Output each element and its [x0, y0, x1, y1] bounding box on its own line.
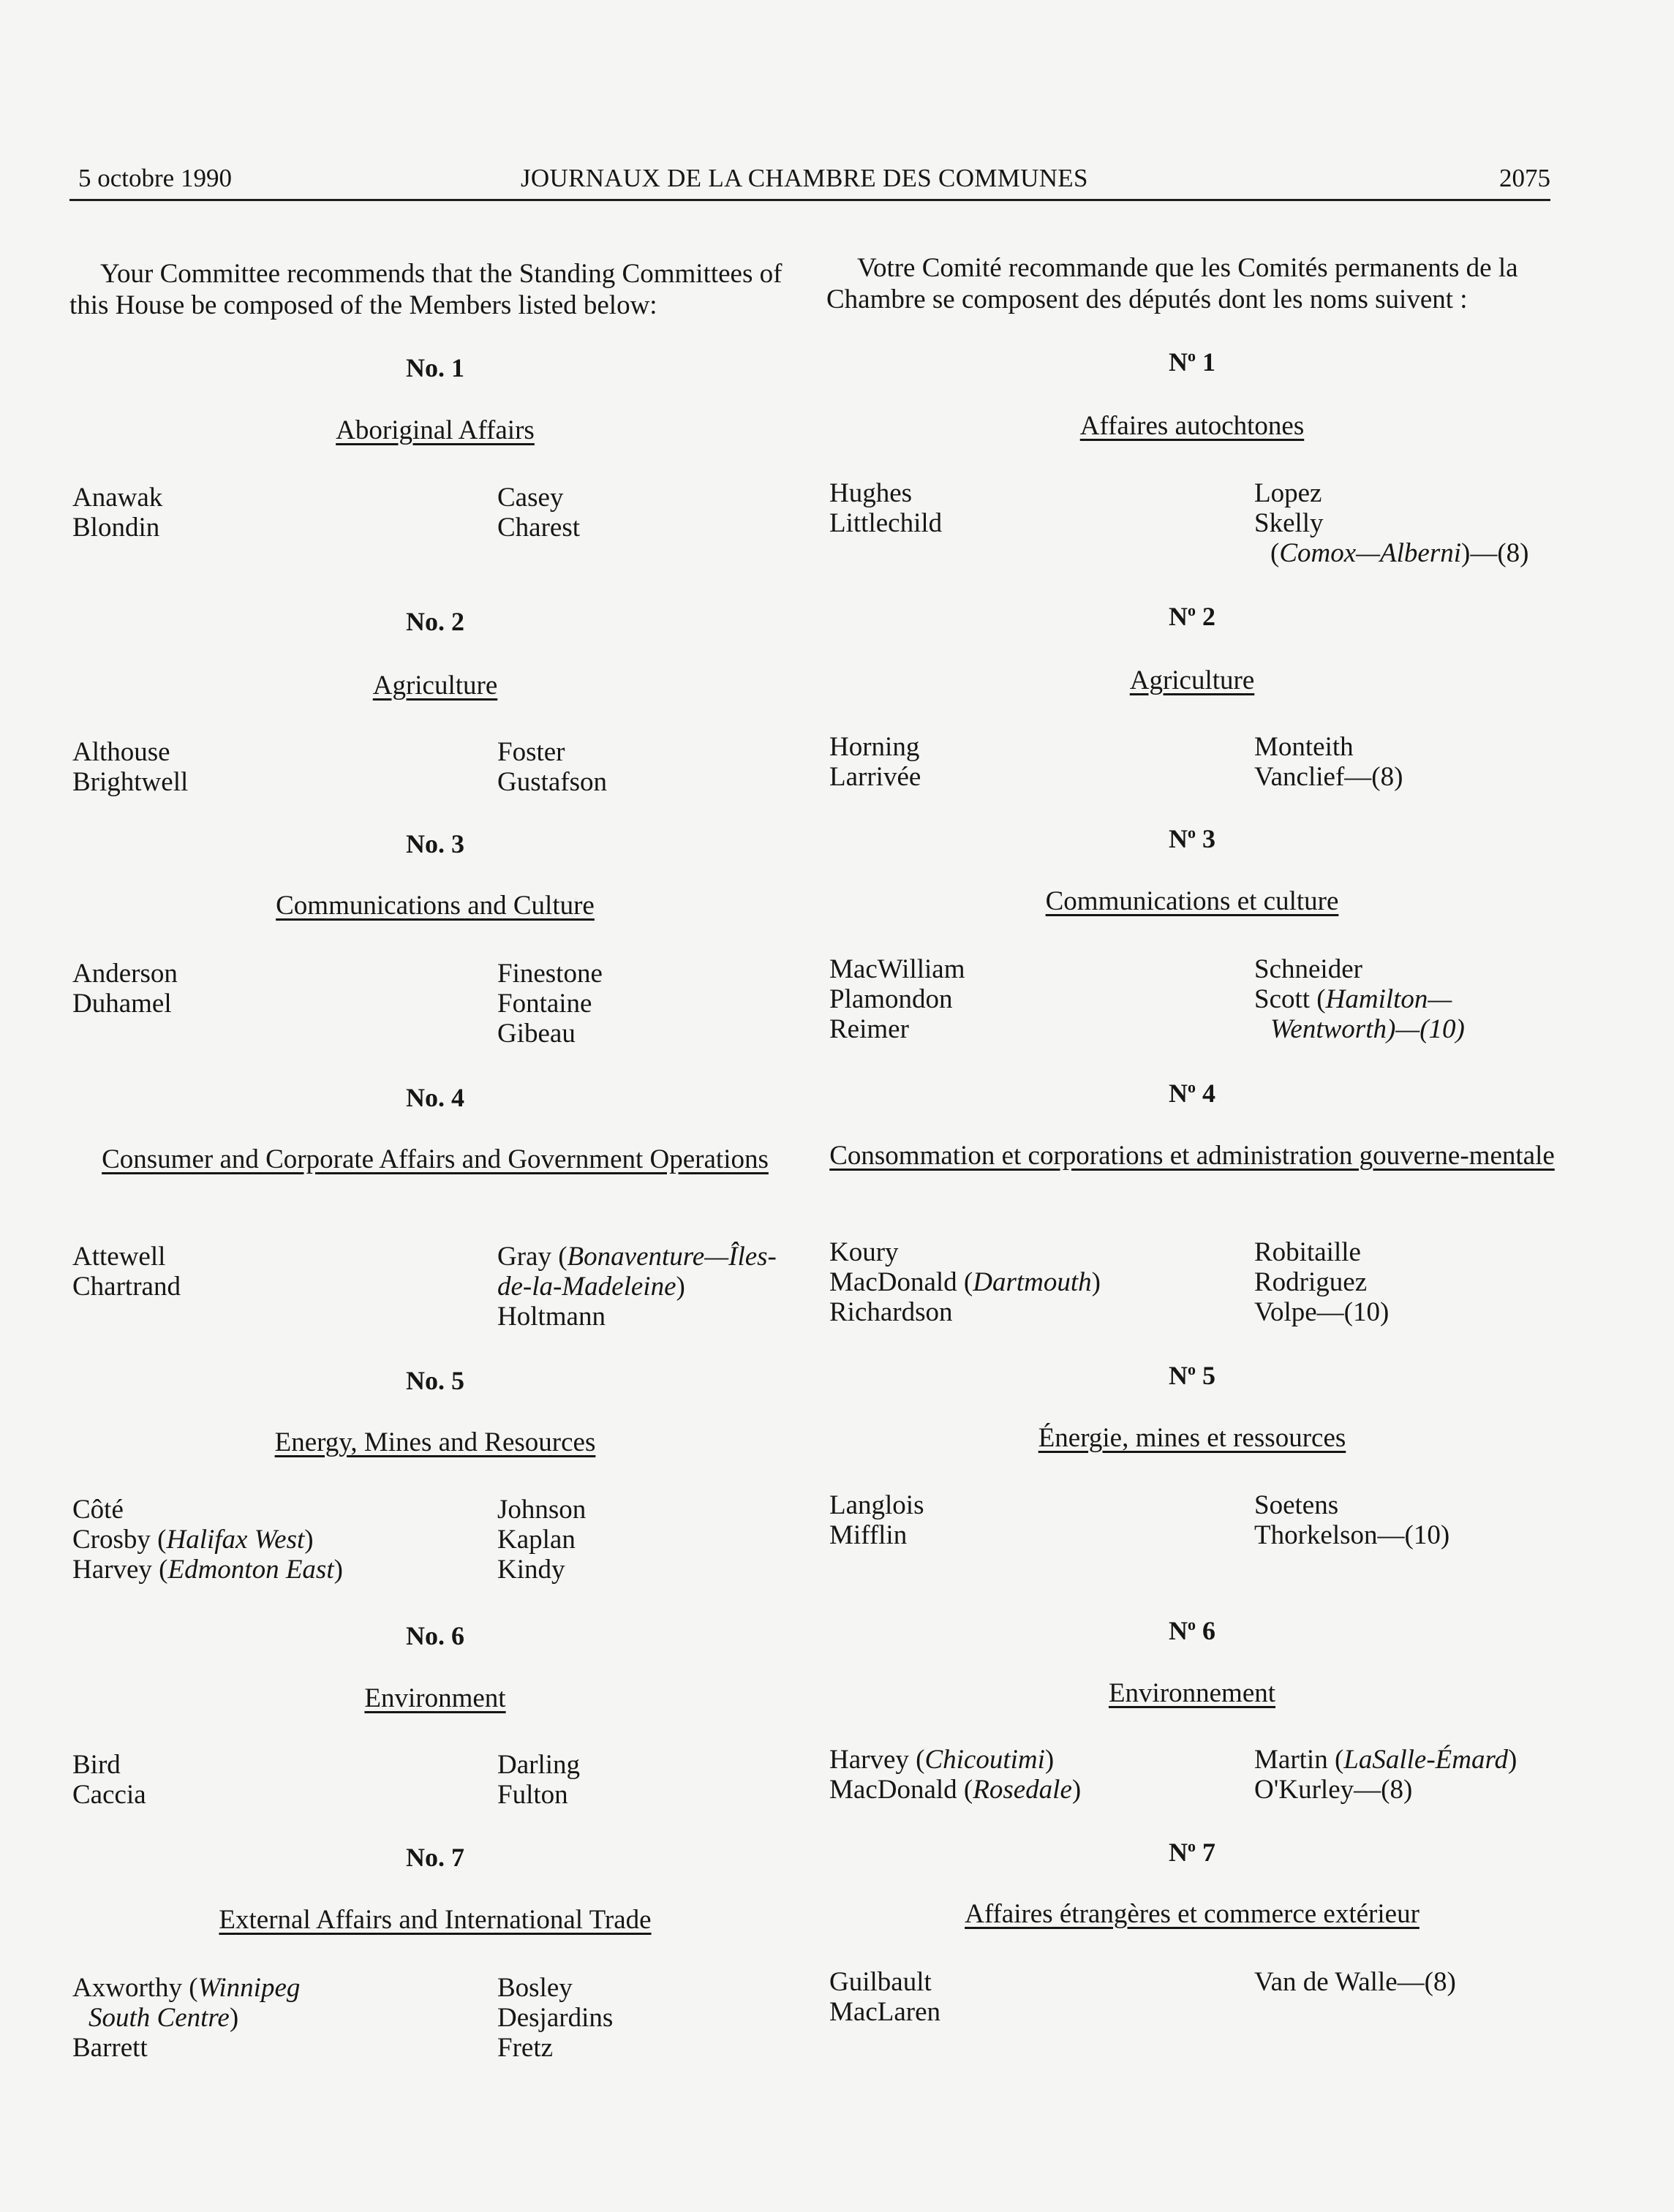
intro-french: Votre Comité recommande que les Comités permanents de la Chambre se composent des députés dont les noms suivent : [826, 253, 1518, 314]
member-name: Wentworth)—(10) [1270, 1014, 1465, 1044]
committee-number: No. 1 [406, 353, 464, 382]
member-name: Caccia [72, 1780, 146, 1810]
member-name: Blondin [72, 513, 160, 543]
committee-number: No. 3 [406, 829, 464, 858]
member-name: Martin (LaSalle-Émard) [1254, 1745, 1517, 1775]
member-name: Bosley [497, 1973, 573, 2003]
member-name: de-la-Madeleine) [497, 1272, 685, 1302]
member-name: Anderson [72, 959, 178, 989]
member-name: MacDonald (Rosedale) [829, 1775, 1082, 1805]
committee-title: Consommation et corporations et administration gouverne-mentale [829, 1141, 1555, 1171]
committee-number: No. 4 [406, 1083, 464, 1112]
committee-number: $N^o$ 6 [1169, 1615, 1215, 1645]
member-name: Van de Walle—(8) [1254, 1967, 1456, 1997]
member-name: O'Kurley—(8) [1254, 1775, 1413, 1805]
committee-number: No. 7 [406, 1843, 464, 1872]
member-name: Richardson [829, 1297, 953, 1327]
header-title: JOURNAUX DE LA CHAMBRE DES COMMUNES [521, 164, 1088, 192]
committee-number: $N^o$ 1 [1169, 347, 1215, 377]
committee-title: Communications et culture [1045, 886, 1339, 916]
member-name: Koury [829, 1237, 899, 1267]
member-name: Lopez [1254, 478, 1322, 508]
member-name: Thorkelson—(10) [1254, 1520, 1450, 1550]
page-header [69, 158, 1550, 201]
committee-number: No. 5 [406, 1366, 464, 1395]
member-name: Chartrand [72, 1272, 181, 1302]
member-name: Harvey (Chicoutimi) [829, 1745, 1055, 1775]
member-name: Althouse [72, 737, 170, 767]
member-name: Anawak [72, 483, 163, 513]
member-name: (Comox—Alberni)—(8) [1270, 538, 1529, 568]
member-name: Gray (Bonaventure—Îles- [497, 1242, 777, 1272]
member-name: Plamondon [829, 984, 953, 1014]
committee-title: Agriculture [372, 671, 498, 701]
header-date: 5 octobre 1990 [78, 164, 232, 192]
member-name: Darling [497, 1750, 581, 1780]
committee-title: Energy, Mines and Resources [274, 1427, 596, 1457]
member-name: MacWilliam [829, 954, 965, 984]
member-name: Rodriguez [1254, 1267, 1368, 1297]
member-name: Soetens [1254, 1490, 1339, 1520]
member-name: Robitaille [1254, 1237, 1361, 1267]
member-name: Fulton [497, 1780, 568, 1810]
member-name: Crosby (Halifax West) [72, 1525, 314, 1555]
member-name: Finestone [497, 959, 603, 989]
member-name: South Centre) [88, 2003, 239, 2033]
member-name: Desjardins [497, 2003, 614, 2033]
member-name: Axworthy (Winnipeg [72, 1973, 301, 2003]
member-name: Langlois [829, 1490, 924, 1520]
member-name: Larrivée [829, 762, 921, 792]
member-name: Côté [72, 1495, 124, 1525]
member-name: Foster [497, 737, 565, 767]
committee-number: $N^o$ 2 [1169, 601, 1215, 631]
committee-number: $N^o$ 4 [1169, 1078, 1215, 1108]
committee-title: Environnement [1108, 1678, 1276, 1708]
member-name: Kaplan [497, 1525, 576, 1555]
committee-number: $N^o$ 3 [1169, 823, 1215, 853]
member-name: Skelly [1254, 508, 1324, 538]
member-name: Charest [497, 513, 581, 543]
committee-number: $N^o$ 5 [1169, 1360, 1215, 1390]
member-name: Barrett [72, 2033, 148, 2063]
member-name: Brightwell [72, 767, 189, 797]
member-name: Vanclief—(8) [1254, 762, 1403, 792]
member-name: MacDonald (Dartmouth) [829, 1267, 1101, 1297]
committee-title: Affaires autochtones [1079, 411, 1305, 441]
member-name: Gibeau [497, 1019, 576, 1049]
member-name: Reimer [829, 1014, 909, 1044]
committee-number: $N^o$ 7 [1169, 1837, 1215, 1867]
member-name: Holtmann [497, 1302, 606, 1332]
member-name: Fontaine [497, 989, 592, 1019]
committee-title: Énergie, mines et ressources [1038, 1423, 1346, 1453]
committee-title: Communications and Culture [276, 891, 595, 921]
member-name: Bird [72, 1750, 121, 1780]
member-name: Duhamel [72, 989, 172, 1019]
member-name: Kindy [497, 1555, 565, 1585]
committee-title: Environment [364, 1683, 506, 1713]
member-name: Harvey (Edmonton East) [72, 1555, 343, 1585]
member-name: Guilbault [829, 1967, 932, 1997]
committee-title: Aboriginal Affairs [336, 415, 535, 445]
committee-title: Affaires étrangères et commerce extérieur [965, 1899, 1419, 1929]
member-name: Fretz [497, 2033, 554, 2063]
member-name: Littlechild [829, 508, 943, 538]
committee-number: No. 2 [406, 607, 464, 636]
intro-english: Your Committee recommends that the Standing Committees of this House be composed of the Members listed below: [69, 259, 783, 320]
member-name: Casey [497, 483, 564, 513]
committee-number: No. 6 [406, 1621, 464, 1650]
member-name: Hughes [829, 478, 913, 508]
member-name: Monteith [1254, 732, 1354, 762]
member-name: Mifflin [829, 1520, 908, 1550]
member-name: Attewell [72, 1242, 166, 1272]
committee-title: External Affairs and International Trade [219, 1905, 652, 1935]
page-number: 2075 [1499, 164, 1550, 192]
member-name: MacLaren [829, 1997, 941, 2027]
member-name: Horning [829, 732, 920, 762]
committee-title: Consumer and Corporate Affairs and Government Operations [102, 1144, 769, 1174]
member-name: Scott (Hamilton— [1254, 984, 1452, 1014]
member-name: Gustafson [497, 767, 608, 797]
committee-title: Agriculture [1129, 665, 1255, 695]
member-name: Johnson [497, 1495, 587, 1525]
member-name: Volpe—(10) [1254, 1297, 1390, 1327]
member-name: Schneider [1254, 954, 1362, 984]
